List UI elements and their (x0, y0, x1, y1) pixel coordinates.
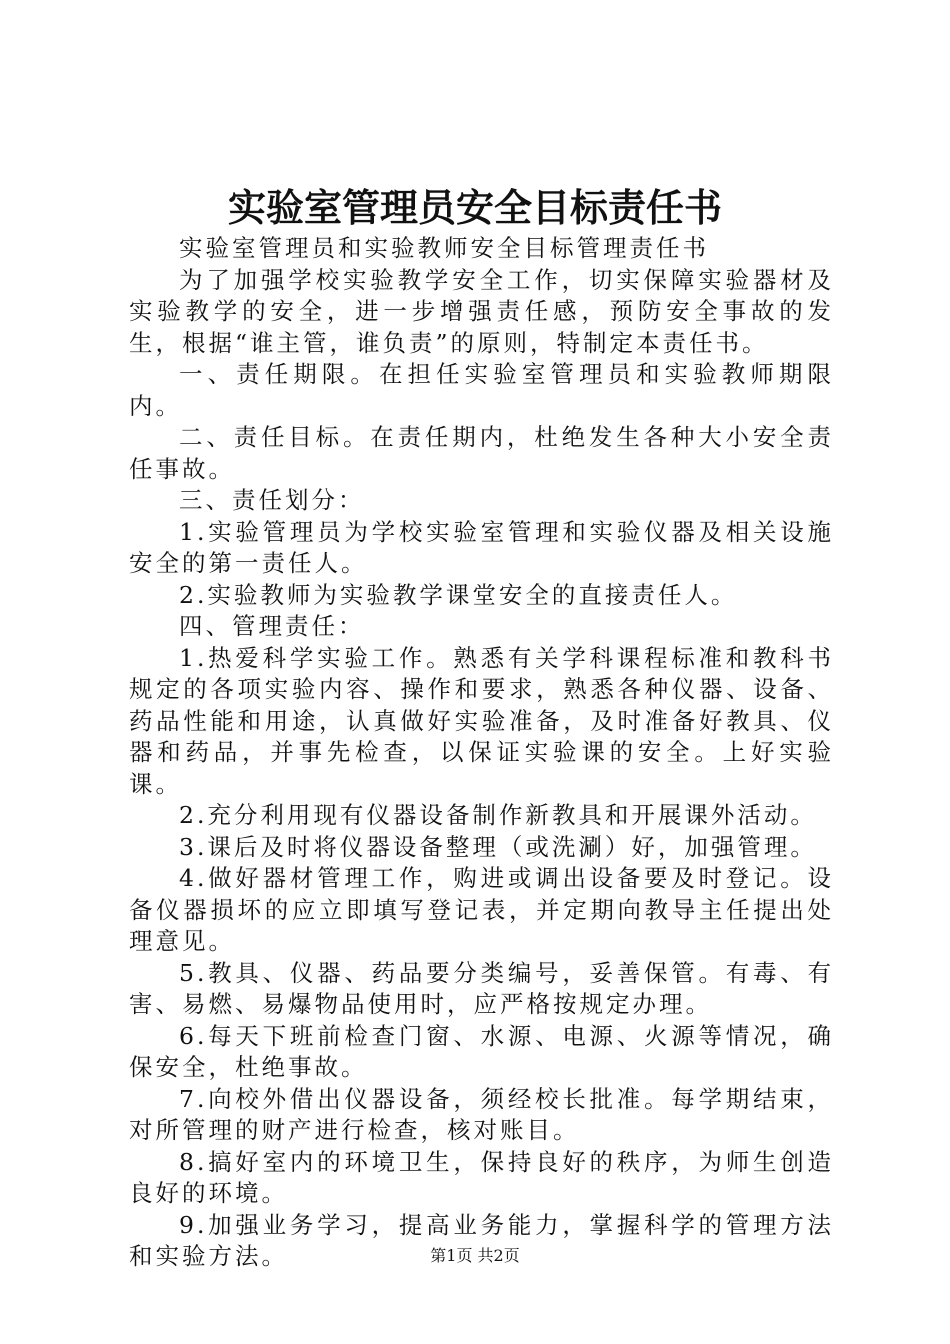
paragraph-goal: 二、责任目标。在责任期内，杜绝发生各种大小安全责任事故。 (129, 423, 834, 483)
paragraph-subtitle: 实验室管理员和实验教师安全目标管理责任书 (179, 234, 709, 262)
paragraph-division-2: 2.实验教师为实验教学课堂安全的直接责任人。 (179, 580, 738, 609)
paragraph-management-7: 7.向校外借出仪器设备，须经校长批准。每学期结束，对所管理的财产进行检查，核对账目。 (129, 1084, 834, 1144)
paragraph-intro: 为了加强学校实验教学安全工作，切实保障实验器材及实验教学的安全，进一步增强责任感，预防安全事故的发生，根据“谁主管，谁负责”的原则，特制定本责任书。 (129, 265, 834, 357)
paragraph-division-heading: 三、责任划分： (179, 486, 365, 514)
paragraph-management-2: 2.充分利用现有仪器设备制作新教具和开展课外活动。 (179, 801, 817, 829)
paragraph-management-1: 1.热爱科学实验工作。熟悉有关学科课程标准和教科书规定的各项实验内容、操作和要求，熟悉各种仪器、设备、药品性能和用途，认真做好实验准备，及时准备好教具、仪器和药品，并事先检查，以保证实验课的安全。上好实验课。 (129, 643, 834, 798)
paragraph-management-9: 9.加强业务学习，提高业务能力，掌握科学的管理方法和实验方法。 (129, 1210, 834, 1270)
document-body (129, 233, 834, 1273)
paragraph-division-1: 1.实验管理员为学校实验室管理和实验仪器及相关设施安全的第一责任人。 (129, 517, 834, 577)
paragraph-management-3: 3.课后及时将仪器设备整理（或洗涮）好，加强管理。 (179, 832, 817, 861)
paragraph-management-5: 5.教具、仪器、药品要分类编号，妥善保管。有毒、有害、易燃、易爆物品使用时，应严格按规定办理。 (129, 958, 834, 1018)
paragraph-term: 一、责任期限。在担任实验室管理员和实验教师期限内。 (129, 360, 834, 420)
paragraph-management-heading: 四、管理责任： (179, 612, 365, 640)
paragraph-management-8: 8.搞好室内的环境卫生，保持良好的秩序，为师生创造良好的环境。 (129, 1147, 834, 1207)
page-footer: 第1页 共2页 (430, 1246, 520, 1265)
paragraph-management-4: 4.做好器材管理工作，购进或调出设备要及时登记。设备仪器损坏的应立即填写登记表，并定期向教导主任提出处理意见。 (129, 864, 834, 955)
document-title: 实验室管理员安全目标责任书 (227, 186, 722, 230)
paragraph-management-6: 6.每天下班前检查门窗、水源、电源、火源等情况，确保安全，杜绝事故。 (129, 1021, 834, 1081)
